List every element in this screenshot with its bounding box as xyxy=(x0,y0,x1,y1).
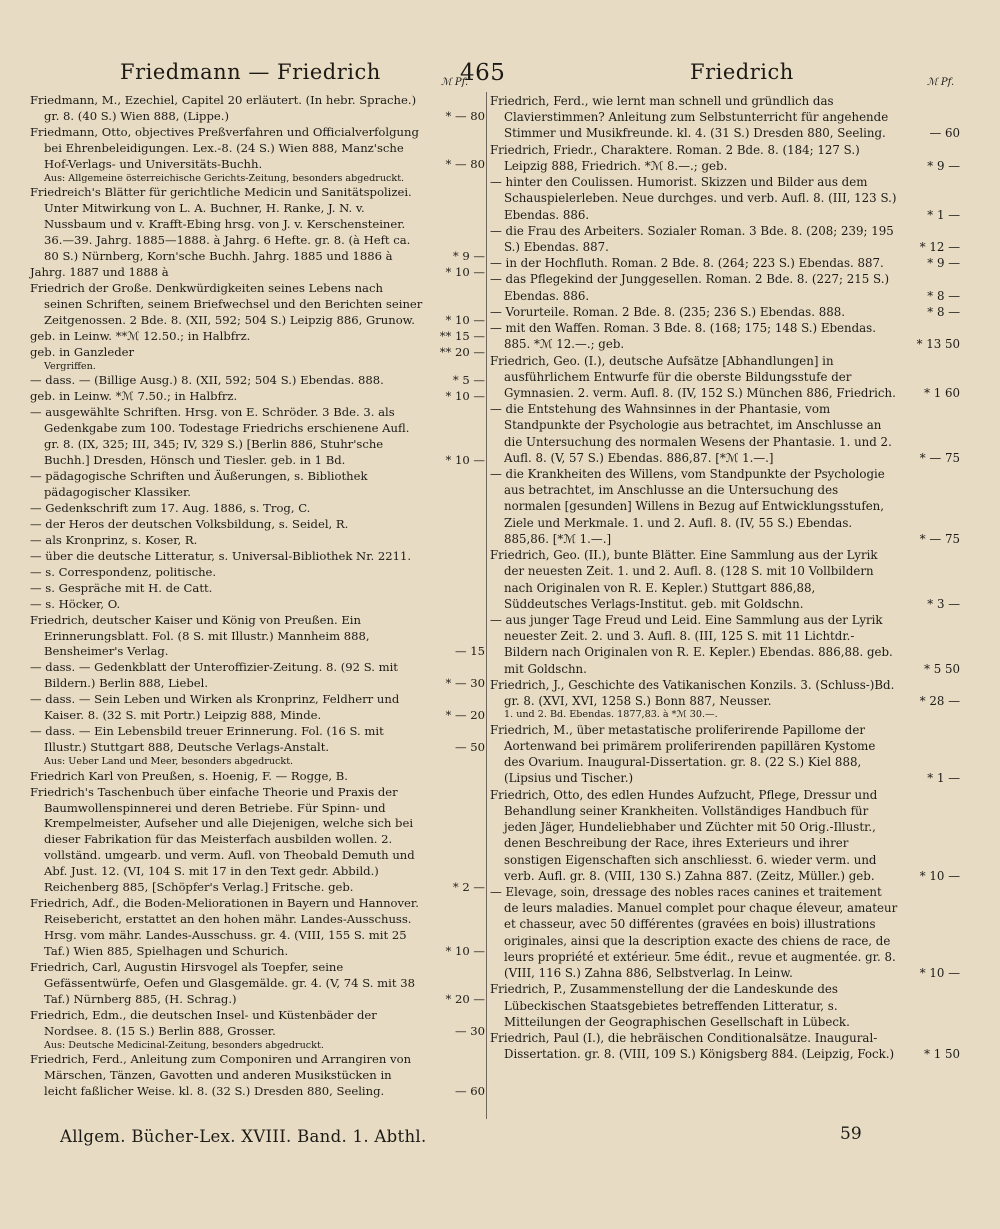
entry-text: — dass. — (Billige Ausg.) 8. (XII, 592; 504 S.) Ebendas. 888. xyxy=(30,373,384,388)
entry-price: — 15 xyxy=(454,644,485,659)
entry-text: Friedreich's Blätter für gerichtliche Medicin und Sanitätspolizei. Unter Mitwirkung von L. A. Buchner, H. Ranke, J. N. v. Nussbaum und v. Krafft-Ebing hrsg. von J. v. Kerschensteiner. 36.—39. Jahrg. 1885—1888. à Jahrg. 6 Hefte. gr. 8. (à Heft ca. 80 S.) Nürnberg, Korn'sche Buchh. Jahrg. 1885 und 1886 à xyxy=(30,185,412,264)
bibliography-entry xyxy=(30,769,485,785)
bibliography-entry xyxy=(30,785,485,897)
bibliography-entry xyxy=(490,142,960,174)
bibliography-entry xyxy=(30,724,485,756)
entry-price: — 50 xyxy=(454,740,485,755)
entry-text: — s. Höcker, O. xyxy=(30,596,121,611)
bibliography-entry xyxy=(490,787,960,884)
entry-price: * 12 — xyxy=(919,239,960,254)
bibliography-entry xyxy=(30,93,485,125)
right-column xyxy=(490,93,960,1062)
entry-text: Friedrich, Paul (I.), die hebräischen Conditionalsätze. Inaugural-Dissertation. gr. 8. (VIII, 109 S.) Königsberg 884. (Leipzig, Fock.) xyxy=(490,1030,895,1062)
bibliography-entry xyxy=(30,329,485,345)
footer-title: Allgem. Bücher-Lex. XVIII. Band. 1. Abthl. xyxy=(60,1127,427,1146)
bibliography-entry xyxy=(30,281,485,329)
bibliography-entry xyxy=(30,1008,485,1040)
entry-text: Friedrich Karl von Preußen, s. Hoenig, F. — Rogge, B. xyxy=(30,768,348,783)
bibliography-entry xyxy=(30,185,485,265)
bibliography-entry xyxy=(490,1030,960,1062)
bibliography-entry xyxy=(490,304,960,320)
entry-price: * 10 — xyxy=(445,453,485,468)
bibliography-entry xyxy=(30,533,485,549)
bibliography-entry xyxy=(490,255,960,271)
entry-note: Vergriffen. xyxy=(44,360,96,372)
entry-text: geb. in Leinw. *ℳ 7.50.; in Halbfrz. xyxy=(30,389,238,404)
running-head-right: Friedrich xyxy=(690,60,794,84)
entry-text: — als Kronprinz, s. Koser, R. xyxy=(30,532,198,547)
bibliography-entry xyxy=(30,581,485,597)
entry-price: * 10 — xyxy=(445,944,485,959)
entry-text: geb. in Ganzleder xyxy=(30,344,135,359)
entry-price: * 20 — xyxy=(445,991,485,1006)
bibliography-entry xyxy=(490,174,960,223)
bibliography-entry xyxy=(30,517,485,533)
entry-text: — in der Hochfluth. Roman. 2 Bde. 8. (264; 223 S.) Ebendas. 887. xyxy=(490,256,884,271)
entry-price: ** 15 — xyxy=(439,328,485,343)
bibliography-entry xyxy=(490,353,960,402)
entry-text: Friedmann, Otto, objectives Preßverfahren und Officialverfolgung bei Ehrenbeleidigungen. Lex.-8. (24 S.) Wien 888, Manz'sche Hof-Verlags- und Universitäts-Buchh. xyxy=(30,124,419,171)
signature-number: 59 xyxy=(840,1124,862,1144)
entry-text: — s. Correspondenz, politische. xyxy=(30,564,217,579)
entry-text: — das Pflegekind der Junggesellen. Roman. 2 Bde. 8. (227; 215 S.) Ebendas. 886. xyxy=(490,272,890,303)
entry-text: Friedrich, Carl, Augustin Hirsvogel als Toepfer, seine Gefässentwürfe, Oefen und Glasgemälde. gr. 4. (V, 74 S. mit 38 Taf.) Nürnberg 885, (H. Schrag.) xyxy=(30,960,415,1006)
bibliography-entry xyxy=(30,373,485,389)
entry-note: Aus: Allgemeine österreichische Gerichts-Zeitung, besonders abgedruckt. xyxy=(44,172,405,184)
bibliography-entry xyxy=(30,549,485,565)
entry-text: — der Heros der deutschen Volksbildung, s. Seidel, R. xyxy=(30,516,349,531)
entry-price: * 9 — xyxy=(452,249,485,264)
entry-text: — aus junger Tage Freud und Leid. Eine Sammlung aus der Lyrik neuester Zeit. 2. und 3. Aufl. 8. (III, 125 S. mit 11 Lichtdr.-Bildern nach Originalen von R. E. Kepler.) Ebendas. 886,88. geb. mit Goldschn. xyxy=(490,613,893,676)
bibliography-entry xyxy=(30,613,485,661)
entry-text: Jahrg. 1887 und 1888 à xyxy=(30,265,169,280)
entry-price: * 28 — xyxy=(919,694,960,709)
entry-price: * 1 60 xyxy=(924,385,960,400)
entry-price: * — 20 xyxy=(445,708,485,723)
entry-text: Friedrich, Adf., die Boden-Meliorationen in Bayern und Hannover. Reisebericht, erstattet an den hohen mähr. Landes-Ausschuss. Hrsg. vom mähr. Landes-Ausschuss. gr. 4. (VIII, 155 S. mit 25 Taf.) Wien 885, Spielhagen und Schurich. xyxy=(30,896,419,959)
bibliography-entry xyxy=(490,271,960,303)
entry-text: Friedrich, P., Zusammenstellung der die Landeskunde des Lübeckischen Staatsgebietes betreffenden Litteratur, s. Mitteilungen der Geographischen Gesellschaft in Lübeck. xyxy=(490,982,850,1029)
entry-text: Friedrich, J., Geschichte des Vatikanischen Konzils. 3. (Schluss-)Bd. gr. 8. (XVI, XVI, 1258 S.) Bonn 887, Neusser. xyxy=(490,677,895,709)
entry-text: geb. in Leinw. **ℳ 12.50.; in Halbfrz. xyxy=(30,328,251,343)
entry-text: — Elevage, soin, dressage des nobles races canines et traitement de leurs maladies. Manuel complet pour chaque éleveur, amateur et chasseur, avec 50 différentes (gravées en bois) illustrations originales, ainsi que la description exacte des chiens de race, de leurs propriété et extérieur. 5me édit., revue et augmentée. gr. 8. (VIII, 116 S.) Zahna 886, Selbstverlag. In Leinw. xyxy=(490,885,898,981)
entry-text: Friedrich, Otto, des edlen Hundes Aufzucht, Pflege, Dressur und Behandlung seiner Krankheiten. Vollständiges Handbuch für jeden Jäger, Hundeliebhaber und Züchter mit 50 Orig.-Illustr., denen Beschreibung der Race, ihres Exterieurs und ihrer sonstigen Eigenschaften sich anschliesst. 6. wieder verm. und verb. Aufl. gr. 8. (VIII, 130 S.) Zahna 887. (Zeitz, Müller.) geb. xyxy=(490,787,878,883)
entry-text: Friedrich, Edm., die deutschen Insel- und Küstenbäder der Nordsee. 8. (15 S.) Berlin 888, Grosser. xyxy=(30,1007,377,1038)
entry-text: Friedrich, Geo. (I.), deutsche Aufsätze [Abhandlungen] in ausführlichem Entwurfe für die oberste Bildungsstufe der Gymnasien. 2. verm. Aufl. 8. (IV, 152 S.) München 886, Friedrich. xyxy=(490,353,896,400)
bibliography-entry xyxy=(30,501,485,517)
bibliography-entry xyxy=(490,547,960,612)
entry-text: Friedmann, M., Ezechiel, Capitel 20 erläutert. (In hebr. Sprache.) gr. 8. (40 S.) Wien 888, (Lippe.) xyxy=(30,93,417,123)
entry-text: — über die deutsche Litteratur, s. Universal-Bibliothek Nr. 2211. xyxy=(30,548,412,563)
entry-note: 1. und 2. Bd. Ebendas. 1877,83. à *ℳ 30.—. xyxy=(504,709,718,721)
entry-text: — dass. — Sein Leben und Wirken als Kronprinz, Feldherr und Kaiser. 8. (32 S. mit Portr.) Leipzig 888, Minde. xyxy=(30,692,400,723)
bibliography-entry xyxy=(30,125,485,173)
entry-text: — s. Gespräche mit H. de Catt. xyxy=(30,580,213,595)
entry-text: — pädagogische Schriften und Äußerungen, s. Bibliothek pädagogischer Klassiker. xyxy=(30,468,368,499)
entry-text: — ausgewählte Schriften. Hrsg. von E. Schröder. 3 Bde. 3. als Gedenkgabe zum 100. Todestage Friedrichs erschienene Aufl. gr. 8. (IX, 325; III, 345; IV, 329 S.) [Berlin 886, Stuhr'sche Buchh.] Dresden, Hönsch und Tiesler. geb. in 1 Bd. xyxy=(30,405,410,468)
entry-text: — die Frau des Arbeiters. Sozialer Roman. 3 Bde. 8. (208; 239; 195 S.) Ebendas. 887. xyxy=(490,223,894,254)
entry-price: * 8 — xyxy=(927,304,960,319)
entry-price: * 10 — xyxy=(445,265,485,280)
entry-price: * 13 50 xyxy=(916,337,960,352)
bibliography-entry xyxy=(30,896,485,960)
running-head-left: Friedmann — Friedrich xyxy=(120,60,381,84)
entry-text: — die Entstehung des Wahnsinnes in der Phantasie, vom Standpunkte der Psychologie aus betrachtet, im Anschlusse an die Untersuchung des normalen Wesens der Phantasie. 1. und 2. Aufl. 8. (V, 57 S.) Ebendas. 886,87. [*ℳ 1.—.] xyxy=(490,402,892,465)
entry-price: * 10 — xyxy=(919,966,960,981)
entry-price: * 9 — xyxy=(927,256,960,271)
entry-text: Friedrich, M., über metastatische proliferirende Papillome der Aortenwand bei primärem proliferirenden papillären Kystome des Ovarium. Inaugural-Dissertation. gr. 8. (22 S.) Kiel 888, (Lipsius und Tischer.) xyxy=(490,722,876,786)
entry-text: Friedrich, Ferd., wie lernt man schnell und gründlich das Clavierstimmen? Anleitung zum Selbstunterricht für angehende Stimmer und Musikfreunde. kl. 4. (31 S.) Dresden 880, Seeling. xyxy=(490,94,889,141)
entry-price: * 1 — xyxy=(927,207,960,222)
bibliography-entry xyxy=(490,401,960,466)
bibliography-entry xyxy=(490,320,960,352)
bibliography-entry xyxy=(30,1052,485,1100)
entry-price: * 5 50 xyxy=(924,661,960,676)
entry-price: * 10 — xyxy=(919,868,960,883)
entry-text: — Vorurteile. Roman. 2 Bde. 8. (235; 236 S.) Ebendas. 888. xyxy=(490,304,845,319)
bibliography-entry xyxy=(30,660,485,692)
entry-note: Aus: Ueber Land und Meer, besonders abgedruckt. xyxy=(44,756,294,768)
bibliography-entry xyxy=(490,612,960,677)
column-divider xyxy=(486,92,487,1119)
bibliography-entry xyxy=(490,884,960,981)
bibliography-entry xyxy=(30,389,485,405)
entry-price: * 8 — xyxy=(927,288,960,303)
price-column-label-left: ℳ Pf. xyxy=(441,77,469,88)
entry-text: Friedrich, Friedr., Charaktere. Roman. 2 Bde. 8. (184; 127 S.) Leipzig 888, Friedrich. *ℳ 8.—.; geb. xyxy=(490,142,860,173)
entry-price: * — 75 xyxy=(919,531,960,546)
entry-price: * 3 — xyxy=(927,596,960,611)
entry-price: * 5 — xyxy=(452,373,485,388)
entry-text: — hinter den Coulissen. Humorist. Skizzen und Bilder aus dem Schauspielerleben. Neue durchges. und verb. Aufl. 8. (III, 123 S.) Ebendas. 886. xyxy=(490,175,897,222)
entry-price: * — 30 xyxy=(445,676,485,691)
bibliography-entry xyxy=(490,722,960,787)
entry-text: Friedrich's Taschenbuch über einfache Theorie und Praxis der Baumwollenspinnerei und deren Betriebe. Für Spinn- und Krempelmeister, Aufseher und alle Diejenigen, welche sich bei dieser Fabrikation für das Meisterfach ausbilden wollen. 2. vollständ. umgearb. und verm. Aufl. von Theobald Demuth und Abf. Just. 12. (VI, 104 S. mit 17 in den Text gedr. Abbild.) Reichenberg 885, [Schöpfer's Verlag.] Fritsche. geb. xyxy=(30,784,415,895)
entry-text: — mit den Waffen. Roman. 3 Bde. 8. (168; 175; 148 S.) Ebendas. 885. *ℳ 12.—.; geb. xyxy=(490,321,876,352)
bibliography-entry xyxy=(490,93,960,142)
entry-text: — die Krankheiten des Willens, vom Standpunkte der Psychologie aus betrachtet, im Anschlusse an die Untersuchung des normalen [gesunden] Willens in Bezug auf Entwicklungsstufen, Ziele und Merkmale. 1. und 2. Aufl. 8. (IV, 55 S.) Ebendas. 885,86. [*ℳ 1.—.] xyxy=(490,467,885,546)
entry-text: — dass. — Gedenkblatt der Unteroffizier-Zeitung. 8. (92 S. mit Bildern.) Berlin 888, Liebel. xyxy=(30,660,398,691)
entry-price: * 10 — xyxy=(445,389,485,404)
bibliography-entry xyxy=(30,597,485,613)
entry-price: * 1 — xyxy=(927,771,960,786)
bibliography-entry xyxy=(30,692,485,724)
bibliography-entry xyxy=(490,466,960,547)
entry-price: * 10 — xyxy=(445,312,485,327)
entry-text: — dass. — Ein Lebensbild treuer Erinnerung. Fol. (16 S. mit Illustr.) Stuttgart 888, Deutsche Verlags-Anstalt. xyxy=(30,724,384,755)
entry-price: * — 80 xyxy=(445,156,485,171)
entry-price: * 2 — xyxy=(452,880,485,895)
bibliography-entry xyxy=(490,981,960,1030)
entry-price: * — 80 xyxy=(445,108,485,123)
entry-price: * — 75 xyxy=(919,450,960,465)
bibliography-entry xyxy=(30,265,485,281)
bibliography-entry xyxy=(30,469,485,501)
entry-text: Friedrich der Große. Denkwürdigkeiten seines Lebens nach seinen Schriften, seinem Briefwechsel und den Berichten seiner Zeitgenossen. 2 Bde. 8. (XII, 592; 504 S.) Leipzig 886, Grunow. xyxy=(30,280,423,327)
page-number: 465 xyxy=(460,60,506,86)
left-column xyxy=(30,93,485,1100)
entry-price: * 1 50 xyxy=(924,1047,960,1062)
bibliography-entry xyxy=(30,565,485,581)
bibliography-entry xyxy=(490,223,960,255)
entry-text: — Gedenkschrift zum 17. Aug. 1886, s. Trog, C. xyxy=(30,500,311,515)
entry-text: Friedrich, Ferd., Anleitung zum Componiren und Arrangiren von Märschen, Tänzen, Gavotten und anderen Musikstücken in leicht faßlicher Weise. kl. 8. (32 S.) Dresden 880, Seeling. xyxy=(30,1052,412,1099)
entry-text: Friedrich, deutscher Kaiser und König von Preußen. Ein Erinnerungsblatt. Fol. (8 S. mit Illustr.) Mannheim 888, Bensheimer's Verlag. xyxy=(30,612,370,659)
entry-price: — 30 xyxy=(454,1023,485,1038)
entry-price: * 9 — xyxy=(927,158,960,173)
bibliography-entry xyxy=(30,405,485,469)
entry-price: — 60 xyxy=(929,126,960,141)
entry-text: Friedrich, Geo. (II.), bunte Blätter. Eine Sammlung aus der Lyrik der neuesten Zeit. 1. und 2. Aufl. 8. (128 S. mit 10 Vollbildern nach Originalen von R. E. Kepler.) Stuttgart 886,88, Süddeutsches Verlags-Institut. geb. mit Goldschn. xyxy=(490,548,878,611)
bibliography-entry xyxy=(490,677,960,709)
price-column-label-right: ℳ Pf. xyxy=(927,77,955,88)
entry-note: Aus: Deutsche Medicinal-Zeitung, besonders abgedruckt. xyxy=(44,1039,324,1051)
bibliography-entry xyxy=(30,960,485,1008)
bibliography-entry xyxy=(30,345,485,361)
entry-price: ** 20 — xyxy=(439,344,485,359)
entry-price: — 60 xyxy=(454,1084,485,1099)
